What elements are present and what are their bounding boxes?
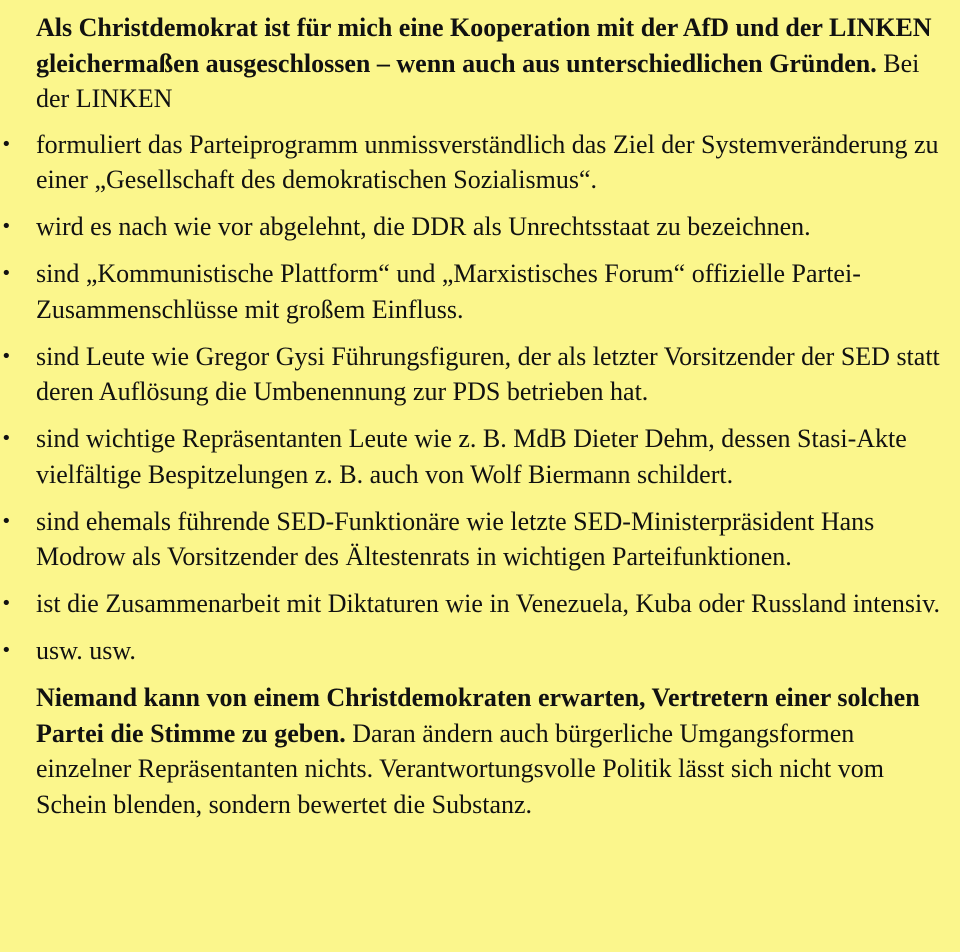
bullet-icon: • <box>1 593 12 614</box>
bullet-icon: • <box>1 428 12 449</box>
list-item-text: sind ehemals führende SED-Funktionäre wie letzte SED-Ministerpräsident Hans Modrow als Vorsitzender des Ältestenrats in wichtigen Parteifunktionen. <box>36 506 875 571</box>
bullet-icon: • <box>1 216 12 237</box>
list-item <box>1 127 950 198</box>
list-item-text: ist die Zusammenarbeit mit Diktaturen wie in Venezuela, Kuba oder Russland intensiv. <box>36 589 941 618</box>
closing-rest-text: Daran ändern auch bürgerliche Umgangsformen einzelner Repräsentanten nichts. Verantwortungsvolle Politik lässt sich nicht vom Schein blenden, sondern bewertet die Substanz. <box>36 718 884 819</box>
list-item <box>1 586 950 622</box>
bullet-icon: • <box>1 510 12 532</box>
list-item-text: formuliert das Parteiprogramm unmissverständlich das Ziel der Systemveränderung zu einer „Gesellschaft des demokratischen Sozialismus“. <box>36 129 939 194</box>
list-item <box>1 339 950 410</box>
bullet-icon: • <box>1 263 12 284</box>
intro-rest-text: Bei der LINKEN <box>36 48 920 113</box>
closing-paragraph <box>36 680 950 822</box>
closing-bold-text: Niemand kann von einem Christdemokraten erwarten, Vertretern einer solchen Partei die Stimme zu geben. <box>36 683 920 748</box>
bullet-icon: • <box>1 345 12 367</box>
list-item-text: sind Leute wie Gregor Gysi Führungsfiguren, der als letzter Vorsitzender der SED statt deren Auflösung die Umbenennung zur PDS betrieben hat. <box>36 341 940 406</box>
intro-bold-text: Als Christdemokrat ist für mich eine Kooperation mit der AfD und der LINKEN gleichermaßen ausgeschlossen – wenn auch aus unterschiedlichen Gründen. <box>36 13 932 78</box>
list-item-text: sind „Kommunistische Plattform“ und „Marxistisches Forum“ offizielle Partei-Zusammenschlüsse mit großem Einfluss. <box>36 259 861 324</box>
list-item-text: usw. usw. <box>36 636 136 665</box>
bullet-list <box>1 127 950 669</box>
list-item <box>1 633 950 669</box>
bullet-icon: • <box>1 133 12 155</box>
list-item <box>1 504 950 575</box>
list-item-text: sind wichtige Repräsentanten Leute wie z. B. MdB Dieter Dehm, dessen Stasi-Akte vielfältige Bespitzelungen z. B. auch von Wolf Biermann schildert. <box>36 424 907 489</box>
list-item-text: wird es nach wie vor abgelehnt, die DDR als Unrechtsstaat zu bezeichnen. <box>36 212 811 241</box>
list-item <box>1 256 950 327</box>
list-item <box>1 209 950 245</box>
bullet-icon: • <box>1 640 12 661</box>
intro-paragraph <box>36 10 950 117</box>
list-item <box>1 421 950 492</box>
